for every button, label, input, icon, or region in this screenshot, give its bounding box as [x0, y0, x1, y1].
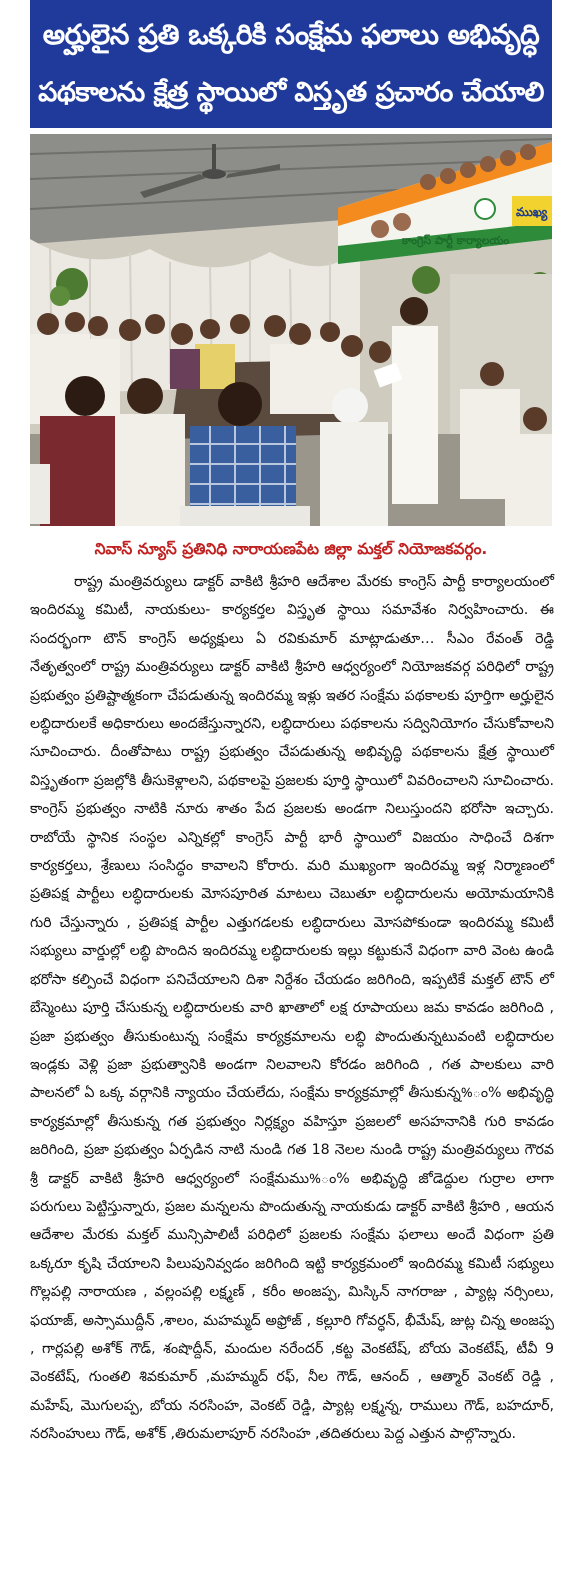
news-photo	[30, 134, 552, 526]
article-paragraph: రాష్ట్ర మంత్రివర్యులు డాక్టర్ వాకిటి శ్రీహరి ఆదేశాల మేరకు కాంగ్రెస్ పార్టీ కార్యాలయంలో ఇందిరమ్మ కమిటీ, నాయకులు- కార్యకర్తల విస్తృత స్థాయి సమావేశం నిర్వహించారు. ఈ సందర్భంగా టౌన్ కాంగ్రెస్ అధ్యక్షులు ఏ రవికుమార్ మాట్లాడుతూ… సీఎం రేవంత్ రెడ్డి నేతృత్వంలో రాష్ట్ర మంత్రివర్యులు డాక్టర్ వాకిటి శ్రీహరి ఆధ్వర్యంలో నియోజకవర్గ పరిధిలో రాష్ట్ర ప్రభుత్వం ప్రతిష్టాత్మకంగా చేపడుతున్న ఇందిరమ్మ ఇళ్లు ఇతర సంక్షేమ పథకాలకు పూర్తిగా అర్హులైన లబ్ధిదారులకే అధికారులు అందజేస్తున్నారని, లబ్ధిదారులు పథకాలను సద్వినియోగం చేసుకోవాలని సూచించారు. దీంతోపాటు రాష్ట్ర ప్రభుత్వం చేపడుతున్న అభివృద్ధి పథకాలను క్షేత్ర స్థాయిలో విస్తృతంగా ప్రజల్లోకి తీసుకెళ్లాలని, పథకాలపై ప్రజలకు పూర్తి స్థాయిలో వివరించాలని సూచించారు. కాంగ్రెస్ ప్రభుత్వం నాటికి నూరు శాతం పేద ప్రజలకు అండగా నిలుస్తుందని భరోసా ఇచ్చారు. రాబోయే స్థానిక సంస్థల ఎన్నికల్లో కాంగ్రెస్ పార్టీ భారీ స్థాయిలో విజయం సాధించే దిశగా కార్యకర్తలు, శ్రేణులు సంసిద్ధం కావాలని కోరారు. మరి ముఖ్యంగా ఇందిరమ్మ ఇళ్ల నిర్మాణంలో ప్రతిపక్ష పార్టీలు లబ్ధిదారులకు మోసపూరిత మాటలు చెబుతూ లబ్ధిదారులను అయోమయానికి గురి చేస్తున్నారు , ప్రతిపక్ష పార్టీల ఎత్తుగడలకు లబ్ధిదారులు మోసపోకుండా ఇందిరమ్మ కమిటీ సభ్యులు వార్డుల్లో లబ్ధి పొందిన ఇందిరమ్మ లబ్ధిదారులకు ఇల్లు కట్టుకునే విధంగా వారి వెంట ఉండి భరోసా కల్పించే విధంగా పనిచేయాలని దిశా నిర్దేశం చేయడం జరిగింది, ఇప్పటికే మక్తల్ టౌన్ లో బేస్మెంటు పూర్తి చేసుకున్న లబ్ధిదారులకు వారి ఖాతాలో లక్ష రూపాయలు జమ కావడం జరిగింది , ప్రజా ప్రభుత్వం తీసుకుంటున్న సంక్షేమ కార్యక్రమాలను లబ్ధి పొందుతున్నటువంటి లబ్ధిదారుల ఇండ్లకు వెళ్లి ప్రజా ప్రభుత్వానికి అండగా నిలవాలని కోరడం జరిగింది , గత పాలకులు వారి పాలనలో ఏ ఒక్క వర్గానికి న్యాయం చేయలేదు, సంక్షేమ కార్యక్రమాల్లో తీసుకున్న%ం% అభివృద్ధి కార్యక్రమాల్లో తీసుకున్న గత ప్రభుత్వం నిర్లక్ష్యం వహిస్తూ ప్రజలలో అసహనానికి గురి కావడం జరిగింది, ప్రజా ప్రభుత్వం ఏర్పడిన నాటి నుండి గత 18 నెలల నుండి రాష్ట్ర మంత్రివర్యులు గౌరవ శ్రీ డాక్టర్ వాకిటి శ్రీహరి ఆధ్వర్యంలో సంక్షేమము%ం% అభివృద్ధి జోడెద్దుల గుర్రాల లాగా పరుగులు పెట్టిస్తున్నారు, ప్రజల మన్నలను పొందుతున్న నాయకుడు డాక్టర్ వాకిటి శ్రీహరి , ఆయన ఆదేశాల మేరకు మక్తల్ మున్సిపాలిటీ పరిధిలో ప్రజలకు సంక్షేమ ఫలాలు అందే విధంగా ప్రతి ఒక్కరూ కృషి చేయాలని పిలుపునివ్వడం జరిగింది ఇట్టి కార్యక్రమంలో ఇందిరమ్మ కమిటీ సభ్యులు గొల్లపల్లి నారాయణ , వల్లంపల్లి లక్ష్మణ్ , కరీం అంజప్ప, మిస్కిన్ నాగరాజు , ప్యాట్ల నర్సింలు, ఫయాజ్, అస్సాముద్దీన్ ,శాలం, మహమ్మద్ అఫ్రోజ్ , కల్లూరి గోవర్ధన్, భీమేష్, జుట్ల చిన్న అంజప్ప , గార్లపల్లి అశోక్ గౌడ్, శంషొద్దీన్, మందుల నరేందర్ ,కట్ట వెంకటేష్, బోయ వెంకటేష్, టీవీ 9 వెంకటేష్, గుంతలి శివకుమార్ ,మహమ్మద్ రఫ్, నీల గౌడ్, ఆనంద్ , ఆత్మార్ వెంకట్ రెడ్డి , మహేష్, మొగులప్ప, బోయ నరసింహ, వెంకట్ రెడ్డి, ప్యాట్ల లక్ష్మన్న, రాములు గౌడ్, బహదూర్, నరసింహులు గౌడ్, అశోక్ ,తిరుమలాపూర్ నరసింహ ,తదితరులు పెద్ద ఎత్తున పాల్గొన్నారు.	[30, 574, 554, 1443]
byline: నివాస్ న్యూస్ ప్రతినిధి నారాయణపేట జిల్లా మక్తల్ నియోజకవర్గం.	[94, 540, 488, 558]
svg-text:ముఖ్య: ముఖ్య	[516, 205, 548, 219]
svg-text:కాంగ్రెస్ పార్టీ కార్యాలయం: కాంగ్రెస్ పార్టీ కార్యాలయం	[402, 234, 510, 247]
article-body	[30, 568, 554, 1449]
headline-banner	[30, 0, 552, 128]
headline-line-1: అర్హులైన ప్రతి ఒక్కరికి సంక్షేమ ఫలాలు అభివృద్ధి	[42, 18, 540, 51]
headline-line-2: పథకాలను క్షేత్ర స్థాయిలో విస్తృత ప్రచారం చేయాలి	[38, 77, 544, 108]
